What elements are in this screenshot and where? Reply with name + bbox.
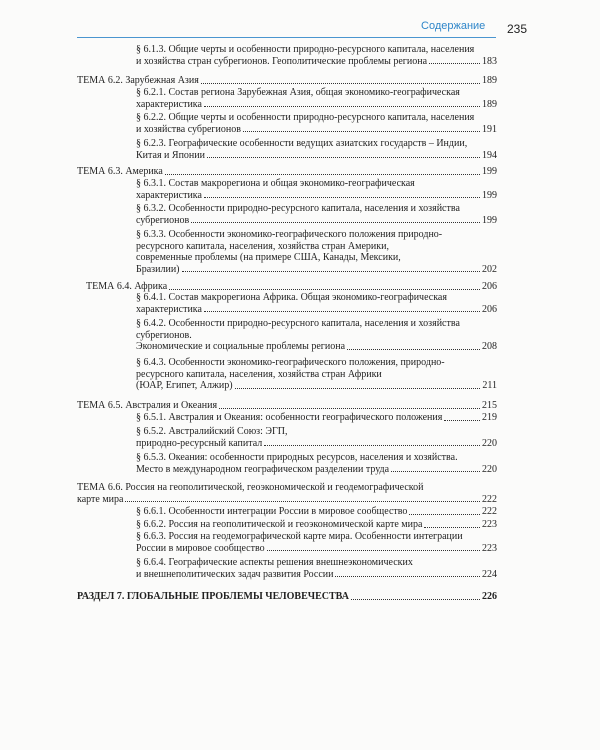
dot-leader <box>347 341 480 350</box>
toc-page-number: 220 <box>482 437 497 449</box>
toc-entry-line <box>136 124 497 136</box>
toc-entry-text: и хозяйства субрегионов <box>136 123 241 135</box>
toc-entry-text: § 6.1.3. Общие черты и особенности природно-ресурсного капитала, населения <box>136 44 475 55</box>
toc-entry <box>136 506 497 518</box>
toc-entry-line <box>136 99 497 111</box>
toc-entry-text: § 6.5.2. Австралийский Союз: ЭГП, <box>136 426 288 437</box>
toc-entry-text: карте мира <box>77 493 124 505</box>
toc-entry-line <box>136 203 497 215</box>
toc-page-number: 189 <box>482 75 497 86</box>
dot-leader <box>243 124 480 133</box>
toc-entry-text: характеристика <box>136 189 202 201</box>
toc-entry-text: ТЕМА 6.2. Зарубежная Азия <box>77 75 199 86</box>
toc-entry-text: § 6.2.2. Общие черты и особенности природно-ресурсного капитала, населения <box>136 112 475 123</box>
toc-entry <box>136 557 497 580</box>
toc-entry <box>77 75 497 87</box>
toc-entry-text: ресурсного капитала, населения, хозяйства стран Америки, <box>136 240 389 252</box>
dot-leader <box>335 569 480 578</box>
toc-entry-text: ТЕМА 6.6. Россия на геополитической, геоэкономической и геодемографической <box>77 482 424 493</box>
toc-entry-text: § 6.5.1. Австралия и Океания: особенности географического положения <box>136 412 443 423</box>
toc-page-number: 224 <box>482 568 497 580</box>
toc-entry-text: § 6.6.4. Географические аспекты решения внешнеэкономических <box>136 557 413 568</box>
toc-entry <box>136 318 497 353</box>
dot-leader <box>235 380 481 389</box>
toc-page-number: 220 <box>482 463 497 475</box>
toc-entry <box>136 452 497 475</box>
toc-entry <box>136 138 497 161</box>
toc-entry-text: § 6.6.3. Россия на геодемографической карте мира. Особенности интеграции <box>136 531 463 542</box>
toc-entry-line <box>136 138 497 150</box>
toc-entry-text: субрегионов. <box>136 329 192 341</box>
toc-page-number: 199 <box>482 166 497 177</box>
toc-entry <box>136 357 497 392</box>
toc-entry-line <box>136 318 497 330</box>
toc-entry-line <box>136 452 497 464</box>
toc-entry-line <box>136 464 497 476</box>
toc-entry-text: Бразилии) <box>136 263 180 275</box>
toc-entry-line <box>136 357 497 369</box>
toc-page-number: 222 <box>482 506 497 517</box>
toc-entry-line <box>77 591 497 603</box>
toc-entry <box>77 166 497 178</box>
toc-entry <box>136 531 497 554</box>
toc-entry <box>77 591 497 603</box>
toc-entry-line <box>136 241 497 253</box>
toc-entry-text: § 6.3.2. Особенности природно-ресурсного капитала, населения и хозяйства <box>136 203 460 214</box>
toc-entry <box>136 519 497 531</box>
toc-entry-text: и внешнеполитических задач развития России <box>136 568 334 580</box>
toc-entry-line <box>136 380 497 392</box>
toc-entry <box>136 87 497 110</box>
toc-entry-line <box>136 438 497 450</box>
dot-leader <box>351 591 480 600</box>
toc-entry <box>136 292 497 315</box>
toc-entry-line <box>136 519 497 531</box>
dot-leader <box>424 519 480 528</box>
toc-page-number: 202 <box>482 263 497 275</box>
toc-entry-line <box>136 506 497 518</box>
toc-entry <box>136 426 497 449</box>
toc-entry-line <box>136 215 497 227</box>
toc-entry-text: § 6.3.1. Состав макрорегиона и общая экономико-географическая <box>136 178 415 189</box>
toc-entry-text: § 6.3.3. Особенности экономико-географического положения природно- <box>136 229 443 240</box>
dot-leader <box>409 506 480 515</box>
toc-entry-line <box>136 252 497 264</box>
toc-page-number: 219 <box>482 412 497 423</box>
toc-entry-line <box>136 304 497 316</box>
dot-leader <box>444 412 480 421</box>
toc-entry-line <box>136 341 497 353</box>
toc-entry-text: § 6.4.1. Состав макрорегиона Африка. Общая экономико-географическая <box>136 292 447 303</box>
toc-entry-line <box>77 494 497 506</box>
dot-leader <box>204 99 480 108</box>
toc-page-number: 191 <box>482 123 497 135</box>
toc-entry-text: РАЗДЕЛ 7. ГЛОБАЛЬНЫЕ ПРОБЛЕМЫ ЧЕЛОВЕЧЕСТВА <box>77 591 349 602</box>
toc-page-number: 194 <box>482 149 497 161</box>
toc-page-number: 199 <box>482 189 497 201</box>
toc-entry <box>86 281 497 293</box>
toc-entry <box>136 112 497 135</box>
toc-entry-text: Место в международном географическом разделении труда <box>136 463 390 475</box>
toc-entry-text: ТЕМА 6.4. Африка <box>86 281 168 292</box>
toc-entry-text: § 6.5.3. Океания: особенности природных ресурсов, населения и хозяйства. <box>136 452 458 463</box>
toc-entry-text: § 6.4.2. Особенности природно-ресурсного капитала, населения и хозяйства <box>136 318 460 329</box>
header-title: Содержание <box>421 20 486 32</box>
toc-entry-line <box>136 190 497 202</box>
toc-entry-text: ТЕМА 6.3. Америка <box>77 166 163 177</box>
dot-leader <box>264 438 480 447</box>
dot-leader <box>204 190 480 199</box>
toc-page-number: 206 <box>482 281 497 292</box>
toc-page-number: 223 <box>482 519 497 530</box>
toc-entry <box>136 412 497 424</box>
dot-leader <box>165 166 480 175</box>
page-number: 235 <box>507 22 528 36</box>
toc-entry-line <box>136 543 497 555</box>
toc-entry-line <box>136 292 497 304</box>
dot-leader <box>125 494 480 503</box>
toc-entry-line <box>136 330 497 342</box>
toc-entry-text: природно-ресурсный капитал <box>136 437 263 449</box>
toc-entry <box>136 203 497 226</box>
toc-entry-text: России в мировое сообщество <box>136 542 265 554</box>
dot-leader <box>219 400 480 409</box>
toc-entry-line <box>86 281 497 293</box>
toc-entry-line <box>136 178 497 190</box>
toc-entry-line <box>136 112 497 124</box>
toc-entry-text: характеристика <box>136 303 202 315</box>
dot-leader <box>182 264 480 273</box>
toc-page-number: 199 <box>482 214 497 226</box>
toc-entry-text: Китая и Японии <box>136 149 205 161</box>
toc-entry-line <box>136 87 497 99</box>
toc-page-number: 183 <box>482 55 497 67</box>
toc-entry-line <box>77 400 497 412</box>
toc-entry-text: § 6.6.2. Россия на геополитической и геоэкономической карте мира <box>136 519 423 530</box>
toc-entry-text: ресурсного капитала, населения, хозяйства стран Африки <box>136 368 382 380</box>
dot-leader <box>207 150 480 159</box>
dot-leader <box>429 56 480 65</box>
toc-entry-line <box>136 569 497 581</box>
toc-entry-line <box>136 264 497 276</box>
toc-entry-line <box>136 369 497 381</box>
toc-page-number: 223 <box>482 542 497 554</box>
toc-entry-text: современные проблемы (на примере США, Канады, Мексики, <box>136 252 401 263</box>
toc-entry-line <box>77 75 497 87</box>
toc-entry-text: § 6.6.1. Особенности интеграции России в мировое сообщество <box>136 506 408 517</box>
dot-leader <box>391 464 480 473</box>
toc-entry-text: § 6.2.1. Состав региона Зарубежная Азия, общая экономико-географическая <box>136 87 460 98</box>
toc-entry <box>136 229 497 275</box>
toc-entry-line <box>136 531 497 543</box>
toc-entry <box>77 400 497 412</box>
toc-entry-line <box>136 150 497 162</box>
toc-entry-text: § 6.4.3. Особенности экономико-географического положения, природно- <box>136 357 445 368</box>
toc-page-number: 222 <box>482 493 497 505</box>
toc-entry-line <box>136 44 497 56</box>
toc-page-number: 211 <box>482 380 497 391</box>
dot-leader <box>204 304 480 313</box>
toc-entry-text: и хозяйства стран субрегионов. Геополитические проблемы региона <box>136 55 428 67</box>
toc-entry-line <box>136 557 497 569</box>
toc-entry <box>136 44 497 67</box>
toc-entry-text: § 6.2.3. Географические особенности ведущих азиатских государств – Индии, <box>136 138 468 149</box>
dot-leader <box>201 75 480 84</box>
toc-entry-line <box>77 482 497 494</box>
toc-page-number: 189 <box>482 98 497 110</box>
toc-entry-text: характеристика <box>136 98 202 110</box>
toc-entry-line <box>136 56 497 68</box>
toc-entry-text: (ЮАР, Египет, Алжир) <box>136 380 233 391</box>
toc-entry-line <box>136 426 497 438</box>
toc-entry-line <box>136 412 497 424</box>
toc-entry-line <box>77 166 497 178</box>
toc-page-number: 226 <box>482 591 497 602</box>
toc-page-number: 215 <box>482 400 497 411</box>
dot-leader <box>191 215 480 224</box>
toc-entry-text: Экономические и социальные проблемы региона <box>136 341 346 352</box>
dot-leader <box>169 281 480 290</box>
toc-entry-text: ТЕМА 6.5. Австралия и Океания <box>77 400 218 411</box>
toc-page-number: 206 <box>482 303 497 315</box>
toc-page-number: 208 <box>482 341 497 352</box>
toc-entry-line <box>136 229 497 241</box>
dot-leader <box>267 543 480 552</box>
toc-entry <box>136 178 497 201</box>
toc-entry-text: субрегионов <box>136 214 190 226</box>
toc-entry <box>77 482 497 505</box>
